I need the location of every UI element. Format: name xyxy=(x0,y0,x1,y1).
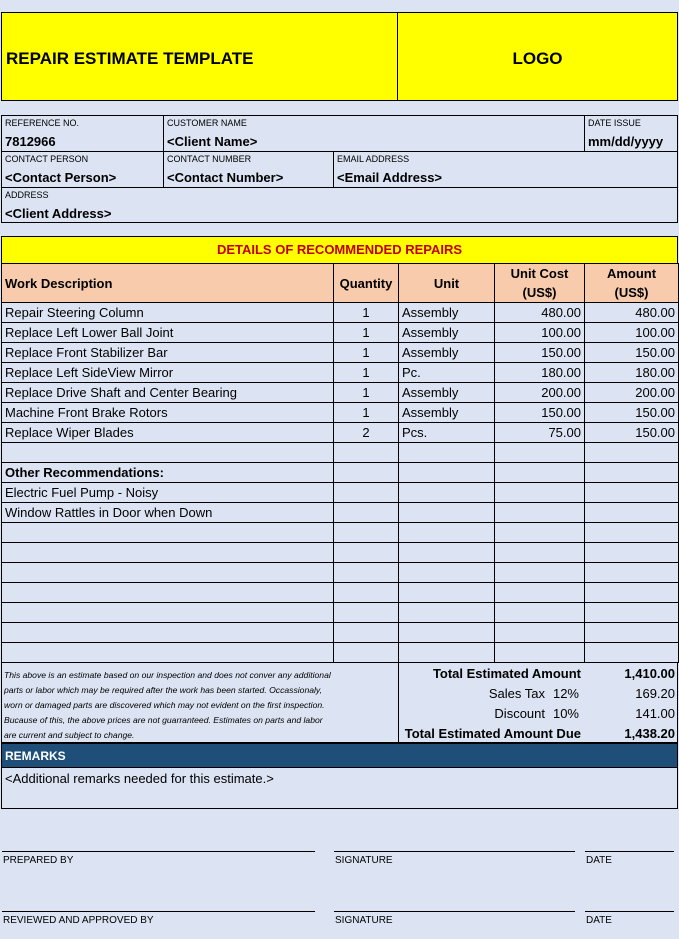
remarks-header-bar xyxy=(1,743,678,768)
row-quantity[interactable]: 1 xyxy=(334,383,399,403)
signature-label-1: SIGNATURE xyxy=(335,855,393,866)
disclaimer-line: Bucause of this, the above prices are not guarranteed. Estimates on parts and labor xyxy=(4,715,323,725)
row-quantity[interactable] xyxy=(334,623,399,643)
row-amount[interactable] xyxy=(585,643,679,663)
disclaimer xyxy=(4,668,396,743)
discount-value: 141.00 xyxy=(635,706,675,721)
total-estimated-row xyxy=(399,666,677,684)
summary-block xyxy=(1,663,678,743)
date-label-1: DATE xyxy=(586,855,612,866)
discount-label: Discount xyxy=(494,706,545,721)
repairs-table xyxy=(1,263,679,663)
row-unit[interactable] xyxy=(399,603,495,623)
email-value[interactable]: <Email Address> xyxy=(337,170,443,185)
row-quantity[interactable] xyxy=(334,583,399,603)
details-title-bar xyxy=(1,236,678,263)
table-row xyxy=(2,323,679,343)
row-unit-cost[interactable]: 180.00 xyxy=(495,363,585,383)
table-row xyxy=(2,523,679,543)
address-cell xyxy=(2,188,677,222)
row-unit-cost[interactable] xyxy=(495,503,585,523)
row-unit[interactable]: Assembly xyxy=(399,343,495,363)
email-cell xyxy=(334,152,677,188)
row-unit-cost[interactable] xyxy=(495,603,585,623)
discount-rate: 10% xyxy=(552,706,579,721)
date-value[interactable]: mm/dd/yyyy xyxy=(588,134,664,149)
total-due-value: 1,438.20 xyxy=(624,726,675,741)
contact-number-label: CONTACT NUMBER xyxy=(167,154,252,164)
table-row xyxy=(2,623,679,643)
row-description[interactable]: Window Rattles in Door when Down xyxy=(2,503,334,523)
row-quantity[interactable]: 1 xyxy=(334,363,399,383)
row-unit[interactable] xyxy=(399,483,495,503)
row-unit-cost[interactable] xyxy=(495,463,585,483)
table-header-row xyxy=(2,264,679,303)
prepared-by-label: PREPARED BY xyxy=(3,855,74,866)
row-quantity[interactable]: 1 xyxy=(334,323,399,343)
date-cell xyxy=(585,116,677,152)
row-quantity[interactable] xyxy=(334,443,399,463)
disclaimer-line: parts or labor which may be required after the work has been started. Occassionaly, xyxy=(4,685,322,695)
date-label-2: DATE xyxy=(586,915,612,926)
row-amount[interactable] xyxy=(585,503,679,523)
row-quantity[interactable] xyxy=(334,603,399,623)
row-amount[interactable]: 480.00 xyxy=(585,303,679,323)
table-row xyxy=(2,403,679,423)
row-amount[interactable] xyxy=(585,443,679,463)
row-quantity[interactable] xyxy=(334,643,399,663)
row-amount[interactable] xyxy=(585,483,679,503)
row-quantity[interactable]: 1 xyxy=(334,403,399,423)
row-description[interactable]: Electric Fuel Pump - Noisy xyxy=(2,483,334,503)
reviewed-by-line xyxy=(2,911,315,912)
col-header-unit-cost-line1: Unit Cost xyxy=(510,266,569,281)
row-amount[interactable] xyxy=(585,543,679,563)
contact-person-label: CONTACT PERSON xyxy=(5,154,89,164)
row-quantity[interactable]: 1 xyxy=(334,343,399,363)
row-amount[interactable]: 200.00 xyxy=(585,383,679,403)
col-header-unit: Unit xyxy=(399,264,495,303)
sales-tax-value: 169.20 xyxy=(635,686,675,701)
address-label: ADDRESS xyxy=(5,190,49,200)
row-description[interactable] xyxy=(2,523,334,543)
row-unit[interactable] xyxy=(399,643,495,663)
row-unit[interactable]: Assembly xyxy=(399,323,495,343)
discount-row xyxy=(399,706,677,724)
row-unit-cost[interactable]: 200.00 xyxy=(495,383,585,403)
row-description[interactable]: Machine Front Brake Rotors xyxy=(2,403,334,423)
table-row xyxy=(2,503,679,523)
sales-tax-label: Sales Tax xyxy=(488,686,545,701)
reviewed-by-label: REVIEWED AND APPROVED BY xyxy=(3,915,154,926)
row-unit-cost[interactable] xyxy=(495,563,585,583)
col-header-amount-line2: (US$) xyxy=(614,285,649,300)
details-title: DETAILS OF RECOMMENDED REPAIRS xyxy=(216,242,463,257)
row-description[interactable] xyxy=(2,603,334,623)
row-description[interactable]: Replace Wiper Blades xyxy=(2,423,334,443)
row-unit[interactable]: Assembly xyxy=(399,403,495,423)
row-unit-cost[interactable]: 75.00 xyxy=(495,423,585,443)
table-row xyxy=(2,443,679,463)
table-row xyxy=(2,583,679,603)
row-unit[interactable] xyxy=(399,563,495,583)
table-row xyxy=(2,343,679,363)
col-header-unit-cost xyxy=(495,264,585,303)
row-description[interactable]: Other Recommendations: xyxy=(2,463,334,483)
row-unit[interactable]: Pcs. xyxy=(399,423,495,443)
row-quantity[interactable] xyxy=(334,463,399,483)
row-unit[interactable]: Assembly xyxy=(399,303,495,323)
row-amount[interactable] xyxy=(585,603,679,623)
logo-placeholder: LOGO xyxy=(512,49,563,68)
row-unit-cost[interactable] xyxy=(495,543,585,563)
page-title: REPAIR ESTIMATE TEMPLATE xyxy=(6,49,254,68)
customer-value[interactable]: <Client Name> xyxy=(167,134,258,149)
row-description[interactable]: Replace Left SideView Mirror xyxy=(2,363,334,383)
table-row xyxy=(2,363,679,383)
table-row xyxy=(2,483,679,503)
row-description[interactable] xyxy=(2,643,334,663)
remarks-text[interactable]: <Additional remarks needed for this estimate.> xyxy=(5,771,274,786)
total-due-row xyxy=(399,726,677,744)
col-header-amount-line1: Amount xyxy=(606,266,657,281)
col-header-quantity: Quantity xyxy=(334,264,399,303)
row-quantity[interactable]: 1 xyxy=(334,303,399,323)
date-label: DATE ISSUE xyxy=(588,118,641,128)
row-quantity[interactable] xyxy=(334,483,399,503)
row-description[interactable] xyxy=(2,623,334,643)
disclaimer-line: This above is an estimate based on our inspection and does not conver any additional xyxy=(4,670,331,680)
row-unit-cost[interactable] xyxy=(495,443,585,463)
row-amount[interactable] xyxy=(585,563,679,583)
row-unit-cost[interactable] xyxy=(495,483,585,503)
row-quantity[interactable] xyxy=(334,503,399,523)
table-row xyxy=(2,643,679,663)
customer-cell xyxy=(164,116,585,152)
row-unit-cost[interactable] xyxy=(495,643,585,663)
customer-label: CUSTOMER NAME xyxy=(167,118,247,128)
remarks-box xyxy=(1,768,678,809)
row-quantity[interactable] xyxy=(334,563,399,583)
row-unit[interactable] xyxy=(399,463,495,483)
row-amount[interactable]: 150.00 xyxy=(585,423,679,443)
reference-value[interactable]: 7812966 xyxy=(5,134,56,149)
table-row xyxy=(2,303,679,323)
date-line-1 xyxy=(585,851,674,852)
row-description[interactable]: Replace Drive Shaft and Center Bearing xyxy=(2,383,334,403)
row-amount[interactable] xyxy=(585,463,679,483)
row-quantity[interactable]: 2 xyxy=(334,423,399,443)
row-amount[interactable] xyxy=(585,583,679,603)
row-quantity[interactable] xyxy=(334,543,399,563)
table-row xyxy=(2,543,679,563)
row-description[interactable]: Repair Steering Column xyxy=(2,303,334,323)
row-unit-cost[interactable]: 100.00 xyxy=(495,323,585,343)
row-amount[interactable]: 150.00 xyxy=(585,403,679,423)
row-description[interactable]: Replace Left Lower Ball Joint xyxy=(2,323,334,343)
row-unit-cost[interactable] xyxy=(495,523,585,543)
address-value[interactable]: <Client Address> xyxy=(5,206,112,221)
row-unit[interactable]: Assembly xyxy=(399,383,495,403)
sales-tax-rate: 12% xyxy=(552,686,579,701)
row-unit-cost[interactable]: 150.00 xyxy=(495,403,585,423)
row-description[interactable] xyxy=(2,563,334,583)
signature-label-2: SIGNATURE xyxy=(335,915,393,926)
total-estimated-value: 1,410.00 xyxy=(624,666,675,681)
signature-line-1 xyxy=(334,851,575,852)
contact-person-value[interactable]: <Contact Person> xyxy=(5,170,117,185)
row-unit[interactable] xyxy=(399,503,495,523)
contact-number-cell xyxy=(164,152,334,188)
table-row xyxy=(2,603,679,623)
row-unit[interactable] xyxy=(399,583,495,603)
row-amount[interactable]: 100.00 xyxy=(585,323,679,343)
col-header-amount xyxy=(585,264,679,303)
date-line-2 xyxy=(585,911,674,912)
email-label: EMAIL ADDRESS xyxy=(337,154,410,164)
col-header-description: Work Description xyxy=(2,264,334,303)
row-unit[interactable] xyxy=(399,443,495,463)
col-header-unit-cost-line2: (US$) xyxy=(522,285,557,300)
total-estimated-label: Total Estimated Amount xyxy=(432,666,581,681)
row-unit[interactable] xyxy=(399,623,495,643)
signature-line-2 xyxy=(334,911,575,912)
prepared-by-line xyxy=(2,851,315,852)
disclaimer-line: are current and subject to change. xyxy=(4,730,135,740)
table-row xyxy=(2,563,679,583)
row-quantity[interactable] xyxy=(334,523,399,543)
reference-cell xyxy=(2,116,164,152)
title-box xyxy=(1,12,398,101)
logo-box xyxy=(397,12,678,101)
row-unit-cost[interactable] xyxy=(495,623,585,643)
remarks-header: REMARKS xyxy=(5,749,66,763)
row-unit-cost[interactable]: 480.00 xyxy=(495,303,585,323)
sales-tax-row xyxy=(399,686,677,704)
row-amount[interactable]: 150.00 xyxy=(585,343,679,363)
row-unit[interactable] xyxy=(399,523,495,543)
row-unit-cost[interactable]: 150.00 xyxy=(495,343,585,363)
row-amount[interactable] xyxy=(585,623,679,643)
info-block xyxy=(1,115,678,223)
row-unit[interactable] xyxy=(399,543,495,563)
row-amount[interactable]: 180.00 xyxy=(585,363,679,383)
total-due-label: Total Estimated Amount Due xyxy=(404,726,581,741)
reference-label: REFERENCE NO. xyxy=(5,118,80,128)
contact-person-cell xyxy=(2,152,164,188)
row-unit-cost[interactable] xyxy=(495,583,585,603)
table-row xyxy=(2,383,679,403)
table-row xyxy=(2,463,679,483)
row-amount[interactable] xyxy=(585,523,679,543)
row-description[interactable] xyxy=(2,583,334,603)
row-description[interactable]: Replace Front Stabilizer Bar xyxy=(2,343,334,363)
contact-number-value[interactable]: <Contact Number> xyxy=(167,170,284,185)
disclaimer-line: worn or damaged parts are discovered which may not evident on the first inspection. xyxy=(4,700,325,710)
row-description[interactable] xyxy=(2,443,334,463)
row-description[interactable] xyxy=(2,543,334,563)
row-unit[interactable]: Pc. xyxy=(399,363,495,383)
table-row xyxy=(2,423,679,443)
